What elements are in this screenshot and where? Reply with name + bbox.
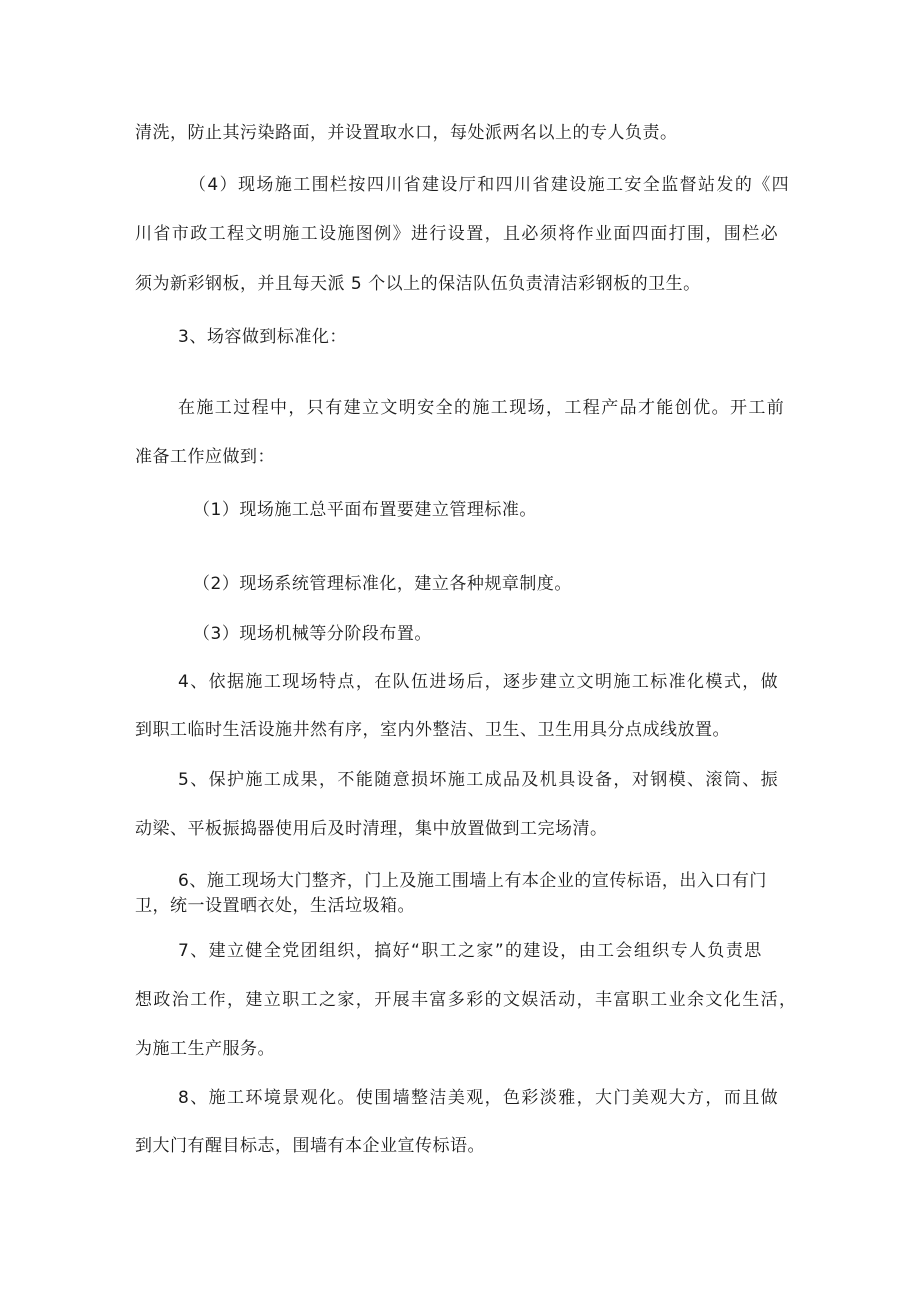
para-fence-line-3: 须为新彩钢板，并且每天派 5 个以上的保洁队伍负责清洁彩钢板的卫生。 <box>135 274 701 294</box>
prep-item-3: （3）现场机械等分阶段布置。 <box>193 624 432 644</box>
item-4-line-2: 到职工临时生活设施井然有序，室内外整洁、卫生、卫生用具分点成线放置。 <box>135 720 730 740</box>
item-6-line-1: 6、施工现场大门整齐，门上及施工围墙上有本企业的宣传标语，出入口有门 <box>178 871 767 891</box>
item-7-line-3: 为施工生产服务。 <box>135 1039 275 1059</box>
item-7-line-1: 7、建立健全党团组织，搞好“职工之家”的建设，由工会组织专人负责思 <box>178 941 763 961</box>
prep-item-2: （2）现场系统管理标准化，建立各种规章制度。 <box>193 574 572 594</box>
item-8-line-2: 到大门有醒目标志，围墙有本企业宣传标语。 <box>135 1136 485 1156</box>
item-5-line-2: 动梁、平板振捣器使用后及时清理，集中放置做到工完场清。 <box>135 819 608 839</box>
heading-section-3: 3、场容做到标准化： <box>178 327 347 347</box>
para-fence-line-2: 川省市政工程文明施工设施图例》进行设置，且必须将作业面四面打围，围栏必 <box>135 224 779 244</box>
item-5-line-1: 5、保护施工成果，不能随意损坏施工成品及机具设备，对钢模、滚筒、振 <box>178 770 780 790</box>
prep-item-1: （1）现场施工总平面布置要建立管理标准。 <box>193 500 537 520</box>
para-intro-line-1: 清洗，防止其污染路面，并设置取水口，每处派两名以上的专人负责。 <box>135 123 678 143</box>
item-8-line-1: 8、施工环境景观化。使围墙整洁美观，色彩淡雅，大门美观大方，而且做 <box>178 1088 780 1108</box>
para-fence-line-1: （4）现场施工围栏按四川省建设厅和四川省建设施工安全监督站发的《四 <box>189 175 791 195</box>
item-4-line-1: 4、依据施工现场特点，在队伍进场后，逐步建立文明施工标准化模式，做 <box>178 672 780 692</box>
para-prep-line-2: 准备工作应做到： <box>135 447 275 467</box>
item-6-line-2: 卫，统一设置晒衣处，生活垃圾箱。 <box>135 896 415 916</box>
item-7-line-2: 想政治工作，建立职工之家，开展丰富多彩的文娱活动，丰富职工业余文化生活， <box>135 990 798 1010</box>
para-prep-line-1: 在施工过程中，只有建立文明安全的施工现场，工程产品才能创优。开工前 <box>178 398 786 418</box>
